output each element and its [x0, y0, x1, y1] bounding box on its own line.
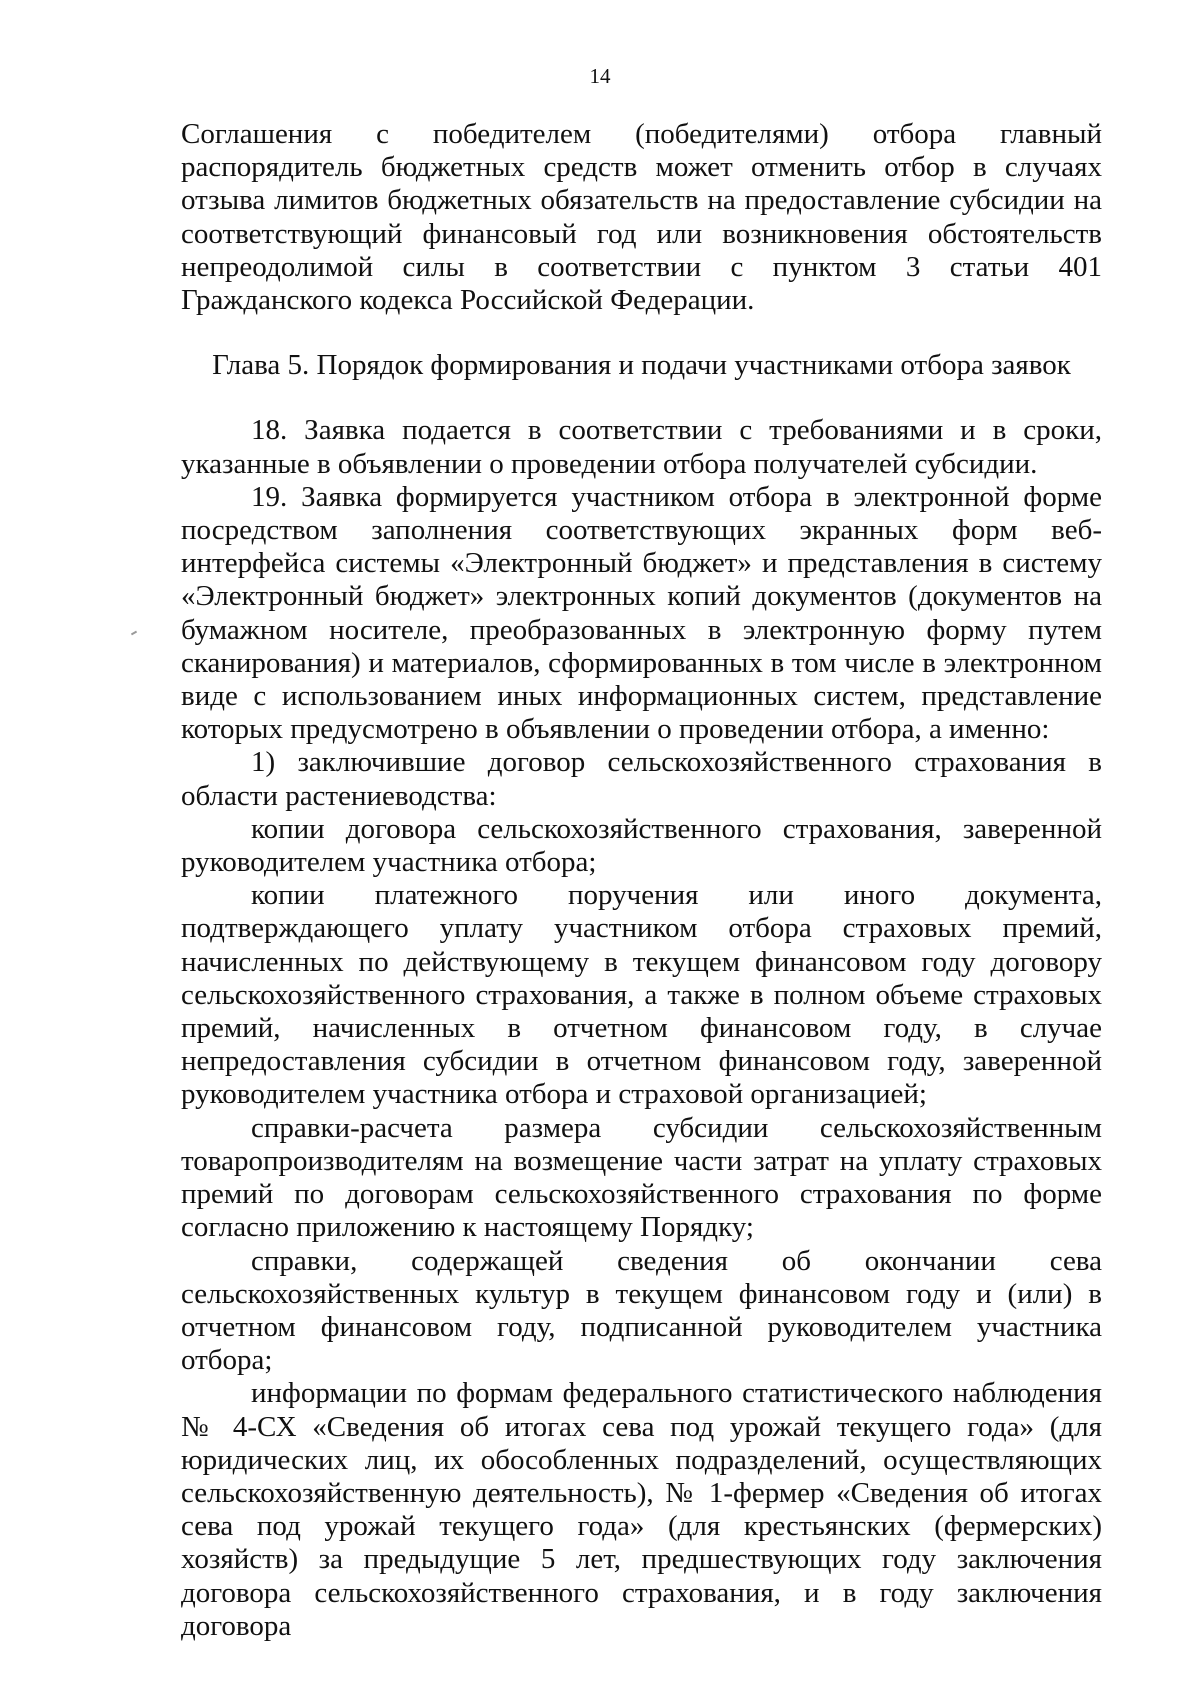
scan-artifact [131, 631, 137, 636]
page-number: 14 [589, 64, 611, 88]
paragraph-18: 18. Заявка подается в соответствии с требованиями и в сроки, указанные в объявлении о проведении отбора получателей субсидии. [181, 414, 1102, 480]
list-item-1: 1) заключившие договор сельскохозяйственного страхования в области растениеводства: [181, 746, 1102, 812]
sub-item-sowing-certificate: справки, содержащей сведения об окончании сева сельскохозяйственных культур в текущем финансовом году и (или) в отчетном финансовом году, подписанной руководителем участника отбора; [181, 1244, 1102, 1377]
sub-item-subsidy-calculation: справки-расчета размера субсидии сельскохозяйственным товаропроизводителям на возмещение части затрат на уплату страховых премий по договорам сельскохозяйственного страхования по форме согласно приложению к настоящему Порядку; [181, 1111, 1102, 1244]
paragraph-19: 19. Заявка формируется участником отбора в электронной форме посредством заполнения соответствующих экранных форм веб-интерфейса системы «Электронный бюджет» и представления в систему «Электронный бюджет» электронных копий документов (документов на бумажном носителе, преобразованных в электронную форму путем сканирования) и материалов, сформированных в том числе в электронном виде с использованием иных информационных систем, представление которых предусмотрено в объявлении о проведении отбора, а именно: [181, 480, 1102, 746]
document-body [181, 118, 1102, 1643]
sub-item-payment-order: копии платежного поручения или иного документа, подтверждающего уплату участником отбора страховых премий, начисленных по действующему в текущем финансовом году договору сельскохозяйственного страхования, а также в полном объеме страховых премий, начисленных в отчетном финансовом году, в случае непредоставления субсидии в отчетном финансовом году, заверенной руководителем участника отбора и страховой организацией; [181, 879, 1102, 1111]
sub-item-statistical-forms: информации по формам федерального статистического наблюдения № 4-СХ «Сведения об итогах сева под урожай текущего года» (для юридических лиц, их обособленных подразделений, осуществляющих сельскохозяйственную деятельность), № 1-фермер «Сведения об итогах сева под урожай текущего года» (для крестьянских (фермерских) хозяйств) за предыдущие 5 лет, предшествующих году заключения договора сельскохозяйственного страхования, и в году заключения договора [181, 1377, 1102, 1642]
chapter-heading: Глава 5. Порядок формирования и подачи участниками отбора заявок [212, 349, 1071, 382]
paragraph-agreement-continuation: Соглашения с победителем (победителями) отбора главный распорядитель бюджетных средств может отменить отбор в случаях отзыва лимитов бюджетных обязательств на предоставление субсидии на соответствующий финансовый год или возникновения обстоятельств непреодолимой силы в соответствии с пунктом 3 статьи 401 Гражданского кодекса Российской Федерации. [181, 118, 1102, 317]
sub-item-contract-copy: копии договора сельскохозяйственного страхования, заверенной руководителем участника отбора; [181, 812, 1102, 879]
